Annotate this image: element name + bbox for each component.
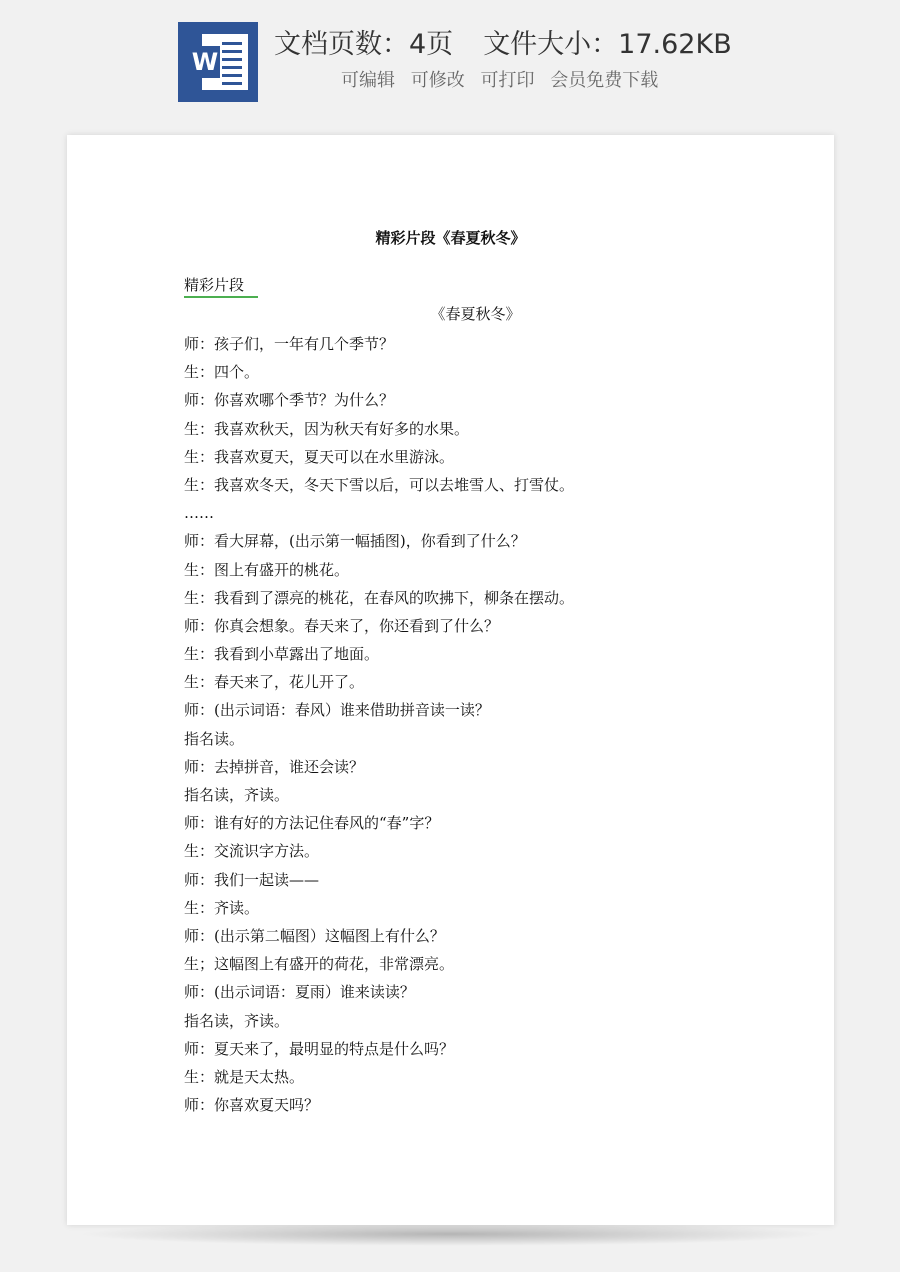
- dialogue-line: 生：齐读。: [184, 898, 260, 917]
- dialogue-line: 生：我喜欢冬天，冬天下雪以后，可以去堆雪人、打雪仗。: [184, 475, 575, 494]
- text-line-shape: [222, 42, 242, 45]
- text-line-shape: [222, 74, 242, 77]
- dialogue-line: 师：孩子们，一年有几个季节？: [184, 335, 395, 353]
- dialogue-line: 师：(出示词语：夏雨）谁来读读？: [184, 983, 415, 1002]
- dialogue-line: 生：就是天太热。: [184, 1067, 305, 1086]
- document-info-header: [0, 0, 900, 110]
- dialogue-line: 生：我看到了漂亮的桃花，在春风的吹拂下，柳条在摆动。: [184, 588, 575, 607]
- document-stats: [274, 22, 732, 61]
- dialogue-line: 指名读，齐读。: [184, 786, 290, 804]
- text-line-shape: [222, 82, 242, 85]
- dialogue-line: 师：你喜欢夏天吗？: [184, 1096, 320, 1115]
- dialogue-line: 生：我喜欢夏天，夏天可以在水里游泳。: [184, 447, 455, 466]
- feature-editable: 可编辑: [341, 70, 395, 91]
- dialogue-line: 师：你喜欢哪个季节？为什么？: [184, 391, 395, 410]
- document-title: 精彩片段《春夏秋冬》: [375, 229, 526, 247]
- feature-free-download: 会员免费下载: [550, 70, 659, 91]
- document-page: [67, 135, 834, 1225]
- dialogue-line: 生：我喜欢秋天，因为秋天有好多的水果。: [184, 419, 470, 438]
- dialogue-line: ……: [184, 504, 214, 523]
- feature-printable: 可打印: [480, 70, 535, 91]
- dialogue-line: 师：夏天来了，最明显的特点是什么吗？: [184, 1039, 455, 1058]
- dialogue-line: 师：(出示第二幅图）这幅图上有什么？: [184, 926, 445, 945]
- word-document-icon: [178, 22, 258, 102]
- dialogue-line: 指名读。: [184, 729, 245, 748]
- lesson-title: 《春夏秋冬》: [430, 305, 521, 323]
- page-shadow: [76, 1222, 826, 1246]
- text-line-shape: [222, 66, 242, 69]
- dialogue-line: 师：我们一起读——: [184, 870, 320, 889]
- page-count: 文档页数：4页: [274, 29, 454, 60]
- dialogue-line: 师：谁有好的方法记住春风的“春”字？: [184, 814, 440, 833]
- dialogue-line: 生：交流识字方法。: [184, 842, 320, 861]
- feature-modifiable: 可修改: [410, 70, 465, 91]
- dialogue-line: 生：我看到小草露出了地面。: [184, 645, 380, 664]
- file-size: 文件大小：17.62KB: [483, 29, 732, 60]
- dialogue-line: 师：看大屏幕，(出示第一幅插图)，你看到了什么？: [184, 532, 526, 551]
- dialogue-line: 指名读，齐读。: [184, 1011, 290, 1030]
- dialogue-line: 生：四个。: [184, 363, 260, 382]
- dialogue-line: 生：春天来了，花儿开了。: [184, 673, 365, 692]
- section-label: 精彩片段: [184, 274, 258, 298]
- dialogue-line: 师：你真会想象。春天来了，你还看到了什么？: [184, 616, 500, 635]
- dialogue-line: 师：(出示词语：春风）谁来借助拼音读一读？: [184, 701, 490, 720]
- dialogue-line: 生；这幅图上有盛开的荷花，非常漂亮。: [184, 955, 455, 974]
- word-letter: W: [191, 48, 219, 76]
- dialogue-lines: [184, 330, 784, 1119]
- text-line-shape: [222, 50, 242, 53]
- text-line-shape: [222, 58, 242, 61]
- dialogue-line: 生：图上有盛开的桃花。: [184, 560, 350, 579]
- feature-list: [341, 66, 668, 92]
- dialogue-line: 师：去掉拼音，谁还会读？: [184, 757, 365, 776]
